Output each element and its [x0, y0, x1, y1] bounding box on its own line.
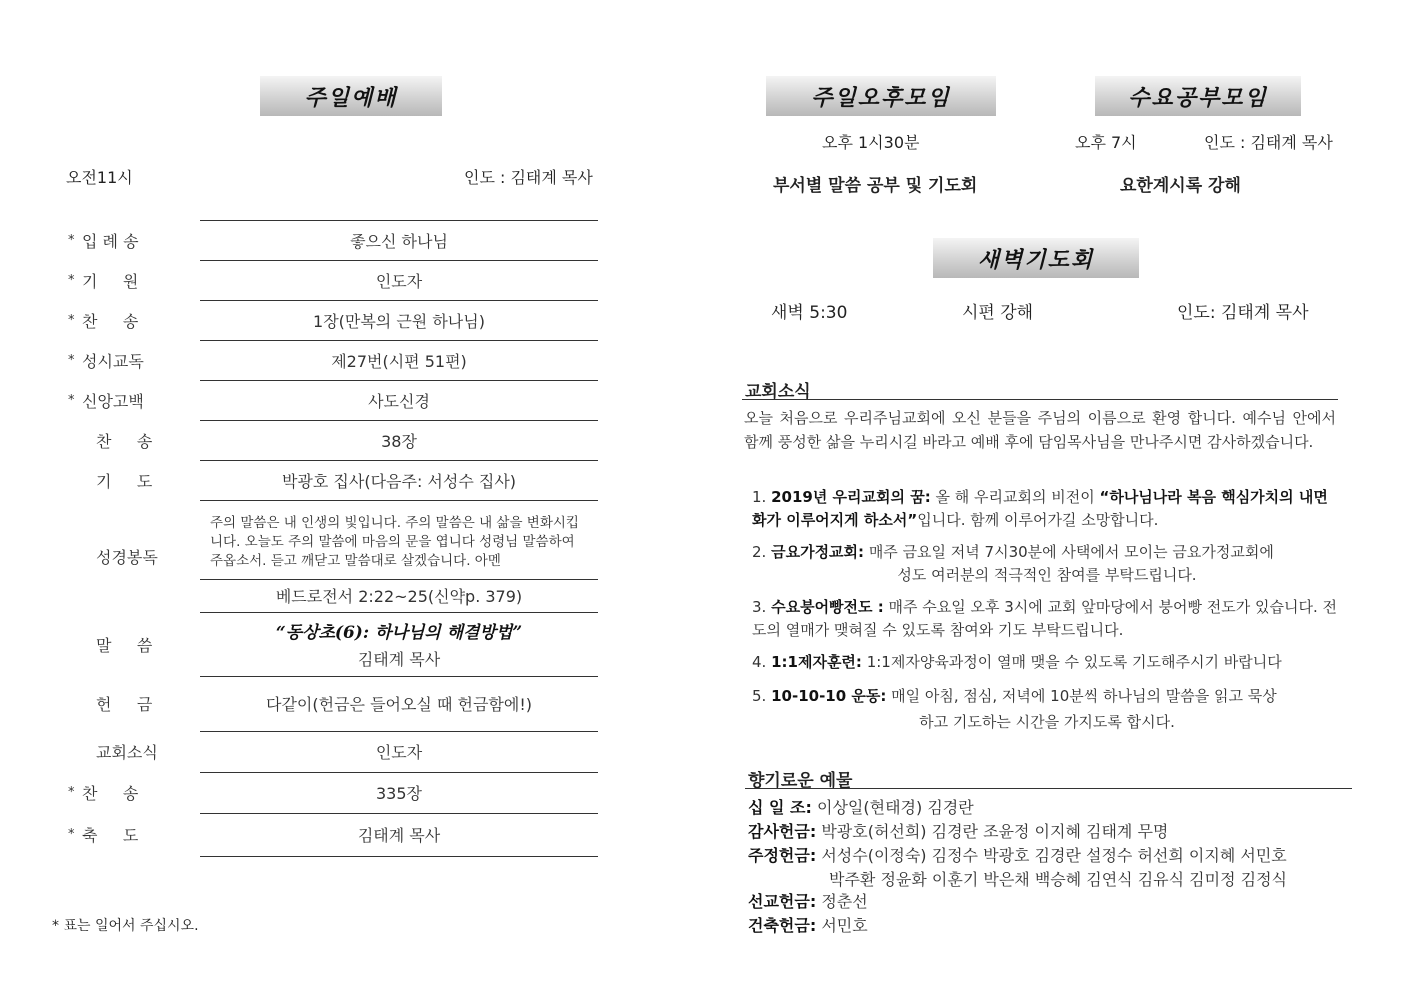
- dawn-time: 새벽 5:30: [771, 303, 848, 323]
- scripture-prayer: 주의 말씀은 내 인생의 빛입니다. 주의 말씀은 내 삶을 변화시킵니다. 오늘도 주의 말씀에 마음의 문을 엽니다 성령님 말씀하여 주옵소서. 듣고 깨닫고 말씀대로 살겠습니다. 아멘: [210, 514, 579, 569]
- order-row: [60, 813, 598, 856]
- order-label: [68, 676, 212, 731]
- standing-mark: *: [68, 827, 75, 842]
- order-row: [60, 460, 598, 500]
- order-label: [68, 460, 212, 500]
- order-label-text: 찬 송: [82, 311, 139, 331]
- news-item-5: 5. 10-10-10 운동: 매일 아침, 점심, 저녁에 10분씩 하나님의 말씀을 읽고 묵상 하고 기도하는 시간을 가지도록 합시다.: [752, 687, 1277, 731]
- dawn-desc: 시편 강해: [962, 303, 1034, 323]
- order-value: 335장: [376, 784, 422, 803]
- order-row: [60, 772, 598, 813]
- order-value: 사도신경: [368, 391, 430, 411]
- offering-divider: [745, 788, 1352, 789]
- standing-mark: *: [68, 392, 75, 408]
- order-value: 다같이(헌금은 들어오실 때 헌금함에!): [266, 695, 532, 714]
- order-label-text: 기 원: [82, 271, 139, 291]
- order-label: [68, 420, 212, 460]
- order-label: [68, 220, 198, 260]
- news-divider: [742, 399, 1338, 400]
- order-label: [68, 813, 198, 856]
- order-label: [68, 380, 198, 420]
- order-value: 1장(만복의 근원 하나님): [313, 311, 485, 331]
- order-label-text: 말 씀: [96, 635, 153, 655]
- order-row: [60, 260, 598, 300]
- order-label-text: 헌 금: [96, 695, 153, 714]
- order-value: 인도자: [375, 743, 423, 762]
- standing-mark: *: [68, 272, 75, 288]
- news-title: 교회소식: [745, 382, 811, 402]
- wednesday-time: 오후 7시: [1075, 133, 1137, 152]
- offering-row-cont: 박주환 정윤화 이훈기 박은채 백승혜 김연식 김유식 김미정 김정식: [829, 870, 1288, 889]
- order-label-text: 성시교독: [82, 351, 144, 371]
- order-row: [60, 220, 598, 260]
- standing-mark: *: [68, 312, 75, 328]
- dawn-title: 새벽기도회: [933, 238, 1139, 278]
- scripture-reference: 베드로전서 2:22~25(신약p. 379): [275, 587, 523, 606]
- sermon: [200, 612, 598, 676]
- order-row: [60, 380, 598, 420]
- worship-leader: 인도 : 김태계 목사: [464, 168, 593, 187]
- dawn-leader: 인도: 김태계 목사: [1177, 303, 1309, 323]
- standing-mark: *: [68, 352, 75, 368]
- worship-time: 오전11시: [66, 168, 133, 187]
- order-label: [68, 772, 198, 813]
- order-label-text: 교회소식: [96, 743, 158, 762]
- news-intro: 오늘 처음으로 우리주님교회에 오신 분들을 주님의 이름으로 환영 합니다. 예수님 안에서 함께 풍성한 삶을 누리시길 바라고 예배 후에 담임목사님을 만나주시면 감사하겠습니다.: [744, 409, 1336, 451]
- order-label-text: 신앙고백: [82, 391, 144, 411]
- order-value: 김태계 목사: [357, 826, 441, 845]
- order-label: [68, 612, 212, 676]
- order-value: 제27번(시편 51편): [331, 351, 467, 371]
- order-value: 좋으신 하나님: [350, 231, 448, 251]
- order-label-text: 기 도: [96, 471, 153, 491]
- order-row: [60, 300, 598, 340]
- offering-row: 선교헌금: 정춘선: [748, 892, 868, 911]
- sunday-worship-title: 주일예배: [260, 76, 442, 116]
- order-row: [60, 420, 598, 460]
- order-label-text: 입 례 송: [82, 231, 139, 251]
- wednesday-title: 수요공부모임: [1095, 76, 1301, 116]
- order-row: [60, 500, 598, 612]
- sermon-preacher: 김태계 목사: [357, 650, 441, 669]
- news-item-1: 1. 2019년 우리교회의 꿈: 올 해 우리교회의 비전이 “하나님나라 복음 핵심가치의 내면화가 이루어지게 하소서”입니다. 함께 이루어가길 소망합니다.: [752, 488, 1328, 529]
- order-label: [68, 731, 212, 772]
- order-label: [68, 260, 198, 300]
- sermon-title: “동상초(6): 하나님의 해결방법”: [275, 623, 523, 643]
- news-item-4: 4. 1:1제자훈련: 1:1제자양육과정이 열매 맺을 수 있도록 기도해주시기 바랍니다: [752, 653, 1282, 671]
- wednesday-leader: 인도 : 김태계 목사: [1204, 133, 1333, 152]
- order-label: [68, 300, 198, 340]
- order-label-text: 찬 송: [96, 431, 153, 451]
- order-label: [68, 500, 212, 612]
- order-value: 박광호 집사(다음주: 서성수 집사): [281, 471, 517, 491]
- news-item-2: 2. 금요가정교회: 매주 금요일 저녁 7시30분에 사택에서 모이는 금요가정교회에 성도 여러분의 적극적인 참여를 부탁드립니다.: [752, 543, 1274, 584]
- order-value: 인도자: [375, 271, 423, 291]
- offering-row: 감사헌금: 박광호(허선희) 김경란 조윤정 이지혜 김태계 무명: [748, 822, 1169, 841]
- news-item-3: 3. 수요붕어빵전도 : 매주 수요일 오후 3시에 교회 앞마당에서 붕어빵 전도가 있습니다. 전도의 열매가 맺혀질 수 있도록 참여와 기도 부탁드립니다.: [752, 598, 1337, 639]
- afternoon-desc: 부서별 말씀 공부 및 기도회: [773, 176, 978, 196]
- offering-row: 십 일 조: 이상일(현태경) 김경란: [748, 798, 974, 817]
- order-value: 38장: [381, 431, 417, 451]
- offering-row: 건축헌금: 서민호: [748, 916, 868, 935]
- order-row: [60, 340, 598, 380]
- offering-title: 향기로운 예물: [748, 771, 853, 791]
- order-label-text: 성경봉독: [96, 547, 158, 567]
- standing-mark: *: [68, 232, 75, 248]
- order-row: [60, 612, 598, 676]
- order-row: [60, 676, 598, 731]
- wednesday-desc: 요한계시록 강해: [1120, 176, 1241, 196]
- order-row-divider: [200, 856, 598, 857]
- afternoon-time: 오후 1시30분: [822, 133, 920, 152]
- standing-mark: *: [68, 785, 75, 800]
- order-row: [60, 731, 598, 772]
- offering-row: 주정헌금: 서성수(이정숙) 김정수 박광호 김경란 설정수 허선희 이지혜 서민호: [748, 846, 1287, 865]
- order-label-text: 찬 송: [82, 784, 139, 803]
- order-label: [68, 340, 198, 380]
- afternoon-title: 주일오후모임: [766, 76, 996, 116]
- order-label-text: 축 도: [82, 826, 139, 845]
- footnote: * 표는 일어서 주십시오.: [52, 918, 199, 934]
